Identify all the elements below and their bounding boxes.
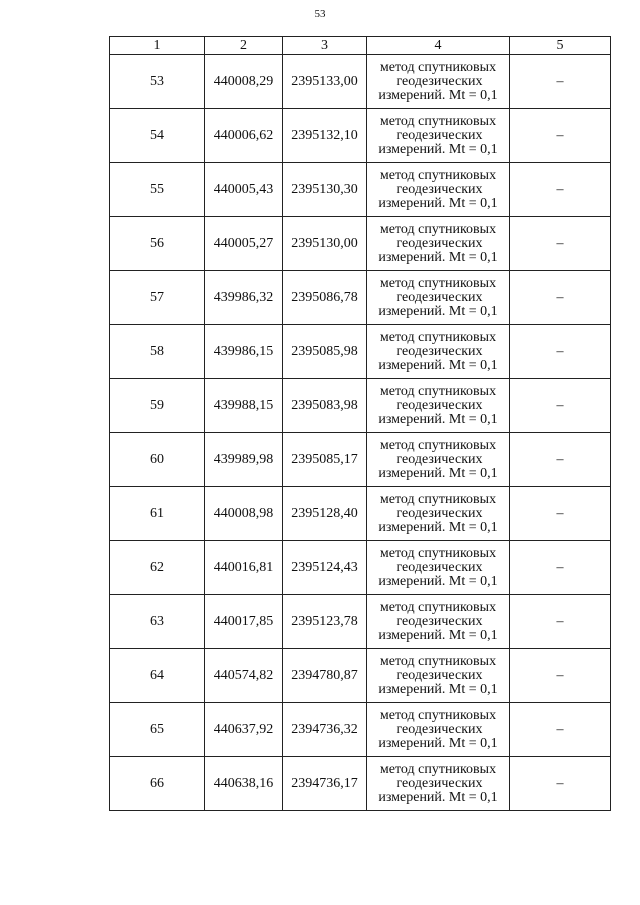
method-line-2: геодезических [396,559,483,575]
column-5-value: – [510,379,611,433]
coord-x: 440017,85 [205,595,283,649]
point-number: 55 [110,163,205,217]
table-row [110,595,611,649]
method-line-2: геодезических [396,451,483,467]
column-5-value: – [510,217,611,271]
column-5-value: – [510,163,611,217]
method-line-3: измерений. Mt = 0,1 [378,465,498,481]
method-line-3: измерений. Mt = 0,1 [378,141,498,157]
coord-x: 439986,32 [205,271,283,325]
header-row [110,37,611,55]
column-5-value: – [510,487,611,541]
method-cell [367,757,510,811]
method-line-3: измерений. Mt = 0,1 [378,195,498,211]
method-line-3: измерений. Mt = 0,1 [378,519,498,535]
coord-x: 439989,98 [205,433,283,487]
table-row [110,379,611,433]
table-row [110,325,611,379]
coord-y: 2395128,40 [283,487,367,541]
method-line-1: метод спутниковых [379,221,497,237]
table-row [110,217,611,271]
method-line-1: метод спутниковых [379,329,497,345]
point-number: 56 [110,217,205,271]
point-number: 54 [110,109,205,163]
method-line-1: метод спутниковых [379,545,497,561]
method-line-3: измерений. Mt = 0,1 [378,303,498,319]
header-col-4: 4 [367,37,510,55]
table-row [110,55,611,109]
method-line-1: метод спутниковых [379,437,497,453]
column-5-value: – [510,109,611,163]
method-line-3: измерений. Mt = 0,1 [378,87,498,103]
point-number: 59 [110,379,205,433]
method-line-2: геодезических [396,667,483,683]
point-number: 57 [110,271,205,325]
method-line-1: метод спутниковых [379,491,497,507]
table-row [110,109,611,163]
coord-y: 2395133,00 [283,55,367,109]
method-line-2: геодезических [396,505,483,521]
method-line-3: измерений. Mt = 0,1 [378,573,498,589]
coord-y: 2395132,10 [283,109,367,163]
coord-y: 2395085,98 [283,325,367,379]
method-cell [367,433,510,487]
table-row [110,649,611,703]
method-line-3: измерений. Mt = 0,1 [378,627,498,643]
method-cell [367,703,510,757]
header-col-3: 3 [283,37,367,55]
method-cell [367,217,510,271]
coord-y: 2394736,17 [283,757,367,811]
column-5-value: – [510,271,611,325]
method-line-2: геодезических [396,235,483,251]
method-line-3: измерений. Mt = 0,1 [378,357,498,373]
method-line-2: геодезических [396,343,483,359]
table-row [110,163,611,217]
point-number: 53 [110,55,205,109]
method-line-2: геодезических [396,775,483,791]
method-line-1: метод спутниковых [379,653,497,669]
method-cell [367,595,510,649]
method-line-2: геодезических [396,127,483,143]
method-line-1: метод спутниковых [379,383,497,399]
coord-x: 440016,81 [205,541,283,595]
coordinates-table [109,36,611,811]
method-line-1: метод спутниковых [379,599,497,615]
method-cell [367,55,510,109]
column-5-value: – [510,541,611,595]
method-cell [367,379,510,433]
table-row [110,703,611,757]
point-number: 58 [110,325,205,379]
table-row [110,487,611,541]
coord-x: 440005,43 [205,163,283,217]
method-line-3: измерений. Mt = 0,1 [378,681,498,697]
table-row [110,541,611,595]
table-row [110,433,611,487]
method-line-1: метод спутниковых [379,707,497,723]
method-cell [367,649,510,703]
method-line-3: измерений. Mt = 0,1 [378,789,498,805]
coord-x: 440008,29 [205,55,283,109]
coord-y: 2395083,98 [283,379,367,433]
method-line-2: геодезических [396,721,483,737]
header-col-2: 2 [205,37,283,55]
coord-y: 2395130,00 [283,217,367,271]
method-cell [367,163,510,217]
coord-x: 440637,92 [205,703,283,757]
method-line-1: метод спутниковых [379,59,497,75]
table-body [110,55,611,811]
column-5-value: – [510,55,611,109]
method-line-3: измерений. Mt = 0,1 [378,249,498,265]
table-header [110,37,611,55]
method-cell [367,325,510,379]
point-number: 61 [110,487,205,541]
point-number: 62 [110,541,205,595]
column-5-value: – [510,433,611,487]
coord-y: 2394780,87 [283,649,367,703]
coord-x: 440008,98 [205,487,283,541]
method-line-2: геодезических [396,73,483,89]
method-cell [367,487,510,541]
column-5-value: – [510,595,611,649]
method-line-1: метод спутниковых [379,275,497,291]
coord-y: 2394736,32 [283,703,367,757]
method-line-3: измерений. Mt = 0,1 [378,735,498,751]
method-line-2: геодезических [396,181,483,197]
coord-x: 440005,27 [205,217,283,271]
header-col-5: 5 [510,37,611,55]
column-5-value: – [510,703,611,757]
coord-y: 2395123,78 [283,595,367,649]
method-line-3: измерений. Mt = 0,1 [378,411,498,427]
method-cell [367,541,510,595]
method-line-2: геодезических [396,397,483,413]
coord-x: 440638,16 [205,757,283,811]
coord-y: 2395085,17 [283,433,367,487]
method-cell [367,109,510,163]
table-row [110,757,611,811]
point-number: 66 [110,757,205,811]
coord-x: 440006,62 [205,109,283,163]
column-5-value: – [510,649,611,703]
coord-y: 2395124,43 [283,541,367,595]
coord-y: 2395130,30 [283,163,367,217]
method-line-2: геодезических [396,289,483,305]
coord-x: 440574,82 [205,649,283,703]
coord-y: 2395086,78 [283,271,367,325]
method-line-2: геодезических [396,613,483,629]
point-number: 64 [110,649,205,703]
method-line-1: метод спутниковых [379,113,497,129]
point-number: 60 [110,433,205,487]
coord-x: 439988,15 [205,379,283,433]
page-number: 53 [314,8,326,20]
point-number: 65 [110,703,205,757]
point-number: 63 [110,595,205,649]
table-row [110,271,611,325]
column-5-value: – [510,325,611,379]
header-col-1: 1 [110,37,205,55]
method-line-1: метод спутниковых [379,761,497,777]
coord-x: 439986,15 [205,325,283,379]
method-line-1: метод спутниковых [379,167,497,183]
method-cell [367,271,510,325]
column-5-value: – [510,757,611,811]
